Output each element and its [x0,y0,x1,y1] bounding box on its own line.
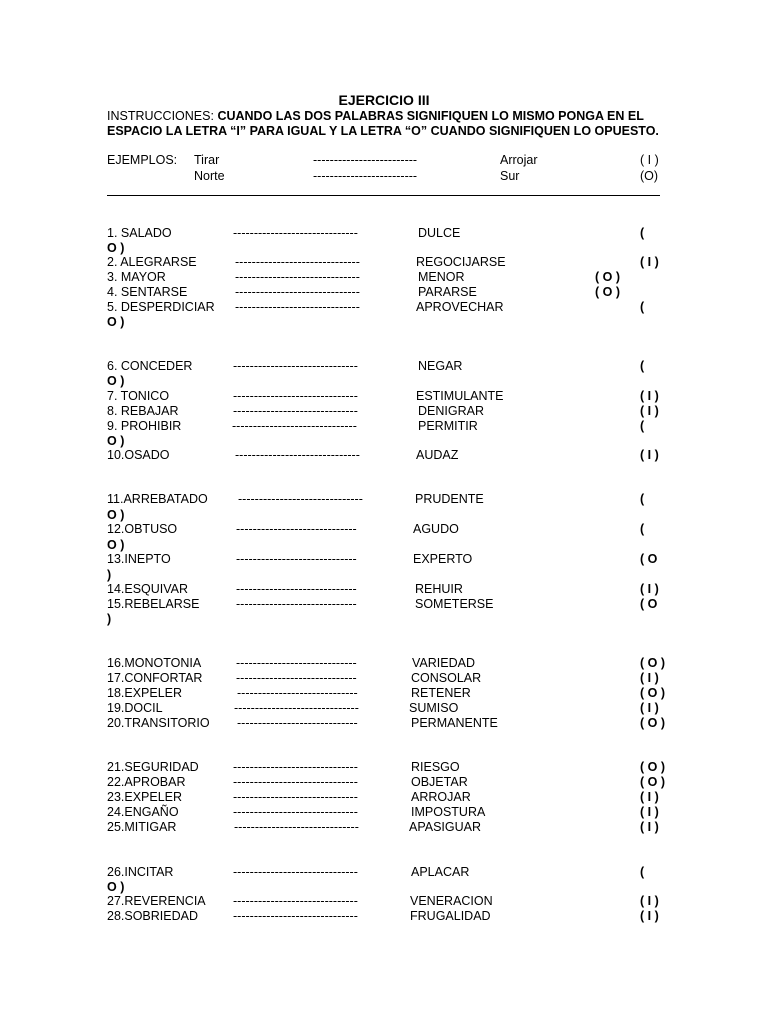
item-answer: ( O ) [640,656,665,670]
item-answer: ( [640,865,645,879]
item-pair: REGOCIJARSE [416,255,506,269]
item-answer: ( I ) [640,404,659,418]
item-pair: ESTIMULANTE [416,389,504,403]
item-pair: PERMANENTE [411,716,498,730]
item-answer: ( [640,359,645,373]
item-pair: MENOR [418,270,465,284]
item-answer-wrap: ) [107,612,112,626]
item-pair: DULCE [418,226,461,240]
item-pair: APASIGUAR [409,820,482,834]
example-dashes: ------------------------- [313,153,418,167]
item-answer-wrap: O ) [107,880,125,894]
item-answer: ( I ) [640,894,659,908]
item-word: 18.EXPELER [107,686,183,700]
item-dashes: ----------------------------- [236,597,357,611]
item-pair: EXPERTO [413,552,473,566]
item-dashes: ----------------------------- [237,686,358,700]
item-answer: ( O ) [640,775,665,789]
item-word: 16.MONOTONIA [107,656,202,670]
item-answer-wrap: O ) [107,508,125,522]
item-pair: DENIGRAR [418,404,484,418]
example-pair: Sur [500,169,520,183]
item-dashes: ------------------------------ [233,865,358,879]
item-answer-wrap: O ) [107,434,125,448]
item-answer: ( I ) [640,820,659,834]
item-answer: ( I ) [640,389,659,403]
item-word: 21.SEGURIDAD [107,760,199,774]
item-answer: ( I ) [640,582,659,596]
item-answer: ( I ) [640,790,659,804]
item-word: 11.ARREBATADO [107,492,208,506]
example-word: Tirar [194,153,220,167]
item-pair: APROVECHAR [416,300,504,314]
item-pair: IMPOSTURA [411,805,486,819]
item-pair: OBJETAR [411,775,468,789]
item-answer: ( O ) [595,270,620,284]
item-dashes: ------------------------------ [235,255,360,269]
item-word: 14.ESQUIVAR [107,582,189,596]
item-dashes: ------------------------------ [233,790,358,804]
item-dashes: ------------------------------ [232,419,357,433]
item-dashes: ------------------------------ [234,701,359,715]
item-pair: SOMETERSE [415,597,494,611]
item-answer: ( O ) [595,285,620,299]
item-answer: ( O ) [640,686,665,700]
item-answer-wrap: O ) [107,538,125,552]
item-pair: VENERACION [410,894,493,908]
instructions [107,109,667,139]
item-word: 19.DOCIL [107,701,163,715]
item-answer: ( I ) [640,909,659,923]
item-answer-wrap: O ) [107,315,125,329]
item-answer: ( I ) [640,448,659,462]
divider [107,195,660,196]
item-word: 15.REBELARSE [107,597,200,611]
examples-label: EJEMPLOS: [107,153,178,167]
item-word: 20.TRANSITORIO [107,716,210,730]
item-answer-wrap: O ) [107,374,125,388]
item-dashes: ------------------------------ [233,389,358,403]
item-answer: ( I ) [640,701,659,715]
example-answer: (O) [640,169,659,183]
example-pair: Arrojar [500,153,538,167]
item-answer: ( [640,492,645,506]
item-pair: FRUGALIDAD [410,909,491,923]
item-answer: ( O [640,552,658,566]
item-dashes: ----------------------------- [236,522,357,536]
item-word: 1. SALADO [107,226,172,240]
item-pair: VARIEDAD [412,656,475,670]
item-word: 10.OSADO [107,448,170,462]
item-dashes: ------------------------------ [235,300,360,314]
item-word: 27.REVERENCIA [107,894,206,908]
item-dashes: ------------------------------ [234,820,359,834]
item-dashes: ------------------------------ [233,894,358,908]
item-dashes: ----------------------------- [236,656,357,670]
instructions-label: INSTRUCCIONES: [107,109,218,123]
item-dashes: ------------------------------ [235,448,360,462]
item-word: 26.INCITAR [107,865,174,879]
item-dashes: ------------------------------ [233,359,358,373]
item-answer: ( I ) [640,671,659,685]
item-word: 23.EXPELER [107,790,183,804]
item-dashes: ------------------------------ [233,760,358,774]
item-pair: AGUDO [413,522,459,536]
item-dashes: ------------------------------ [233,775,358,789]
item-pair: PERMITIR [418,419,478,433]
item-word: 25.MITIGAR [107,820,177,834]
item-dashes: ----------------------------- [236,552,357,566]
item-pair: REHUIR [415,582,463,596]
item-answer: ( [640,522,645,536]
item-answer: ( I ) [640,255,659,269]
item-word: 7. TONICO [107,389,170,403]
item-answer: ( O ) [640,760,665,774]
item-dashes: ------------------------------ [233,404,358,418]
item-word: 3. MAYOR [107,270,166,284]
example-answer: ( I ) [640,153,659,167]
item-word: 22.APROBAR [107,775,186,789]
item-answer: ( [640,226,645,240]
example-word: Norte [194,169,225,183]
item-word: 4. SENTARSE [107,285,188,299]
item-dashes: ----------------------------- [236,582,357,596]
item-dashes: ------------------------------ [235,285,360,299]
item-answer: ( [640,419,645,433]
item-word: 12.OBTUSO [107,522,178,536]
item-dashes: ------------------------------ [238,492,363,506]
instructions-text: CUANDO LAS DOS PALABRAS SIGNIFIQUEN LO MISMO PONGA EN EL ESPACIO LA LETRA “I” PARA IGUAL Y LA LETRA “O” CUANDO SIGNIFIQUEN LO OPUESTO. [107,109,659,138]
item-word: 9. PROHIBIR [107,419,182,433]
item-answer: ( [640,300,645,314]
item-word: 6. CONCEDER [107,359,193,373]
item-word: 13.INEPTO [107,552,171,566]
item-word: 5. DESPERDICIAR [107,300,215,314]
example-dashes: ------------------------- [313,169,418,183]
item-dashes: ----------------------------- [237,716,358,730]
item-pair: ARROJAR [411,790,471,804]
item-word: 2. ALEGRARSE [107,255,197,269]
item-pair: APLACAR [411,865,470,879]
item-pair: RIESGO [411,760,460,774]
item-pair: AUDAZ [416,448,459,462]
item-word: 17.CONFORTAR [107,671,203,685]
item-pair: PARARSE [418,285,477,299]
item-word: 8. REBAJAR [107,404,179,418]
item-word: 28.SOBRIEDAD [107,909,199,923]
item-pair: SUMISO [409,701,459,715]
item-pair: NEGAR [418,359,463,373]
item-answer: ( O [640,597,658,611]
item-answer-wrap: O ) [107,241,125,255]
item-word: 24.ENGAÑO [107,805,179,819]
item-pair: CONSOLAR [411,671,482,685]
item-answer: ( O ) [640,716,665,730]
item-pair: PRUDENTE [415,492,484,506]
item-dashes: ------------------------------ [233,805,358,819]
item-dashes: ------------------------------ [233,226,358,240]
item-dashes: ------------------------------ [235,270,360,284]
item-dashes: ------------------------------ [233,909,358,923]
page-title: EJERCICIO III [338,92,430,108]
item-pair: RETENER [411,686,471,700]
item-answer: ( I ) [640,805,659,819]
item-dashes: ----------------------------- [236,671,357,685]
item-answer-wrap: ) [107,568,112,582]
